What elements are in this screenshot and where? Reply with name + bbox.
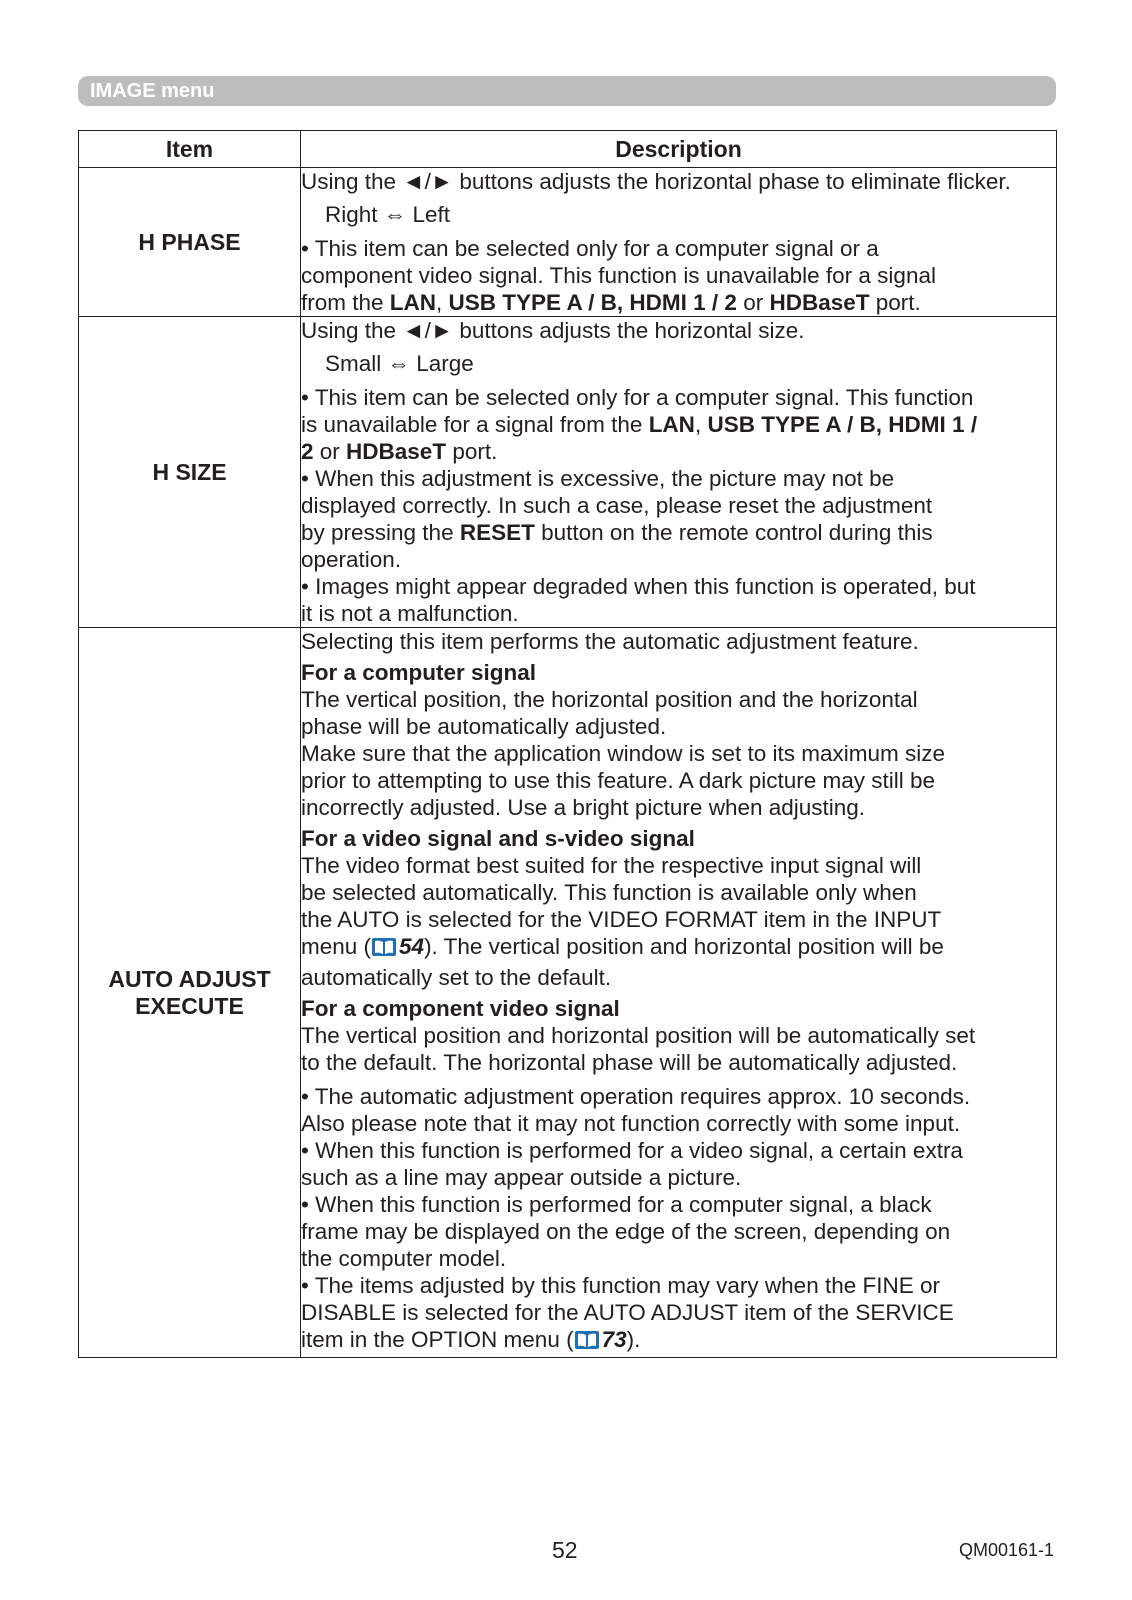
desc-line: such as a line may appear outside a picture. bbox=[301, 1165, 742, 1190]
desc-line: component video signal. This function is unavailable for a signal bbox=[301, 263, 936, 288]
desc-line: frame may be displayed on the edge of the screen, depending on bbox=[301, 1219, 951, 1244]
desc-line: • This item can be selected only for a computer signal. This function bbox=[301, 385, 974, 410]
item-label: H PHASE bbox=[138, 228, 241, 255]
desc-line: operation. bbox=[301, 547, 402, 572]
desc-line: prior to attempting to use this feature. A dark picture may still be bbox=[301, 768, 936, 793]
desc-line: Also please note that it may not function correctly with some input. bbox=[301, 1111, 961, 1136]
item-h-phase bbox=[79, 168, 301, 317]
desc-line: DISABLE is selected for the AUTO ADJUST item of the SERVICE bbox=[301, 1300, 954, 1325]
desc-line: it is not a malfunction. bbox=[301, 601, 519, 626]
description-h-phase bbox=[301, 168, 1057, 317]
desc-line: Using the ◄/► buttons adjusts the horizontal phase to eliminate flicker. bbox=[301, 169, 1011, 194]
desc-line: to the default. The horizontal phase will be automatically adjusted. bbox=[301, 1050, 958, 1075]
item-label: H SIZE bbox=[152, 458, 227, 485]
desc-line: be selected automatically. This function is available only when bbox=[301, 880, 917, 905]
item-label: EXECUTE bbox=[135, 992, 244, 1019]
desc-line: automatically set to the default. bbox=[301, 965, 612, 990]
table-row-h-size bbox=[79, 317, 1057, 628]
desc-line: the AUTO is selected for the VIDEO FORMAT item in the INPUT bbox=[301, 907, 942, 932]
desc-line: • When this adjustment is excessive, the picture may not be bbox=[301, 466, 895, 491]
item-h-size bbox=[79, 317, 301, 628]
book-icon bbox=[371, 936, 397, 964]
desc-line: Selecting this item performs the automatic adjustment feature. bbox=[301, 629, 919, 654]
desc-line: from the LAN, USB TYPE A / B, HDMI 1 / 2 or HDBaseT port. bbox=[301, 290, 921, 315]
item-auto-adjust-execute bbox=[79, 628, 301, 1358]
desc-line: • When this function is performed for a computer signal, a black bbox=[301, 1192, 932, 1217]
desc-line: The vertical position and horizontal position will be automatically set bbox=[301, 1023, 976, 1048]
desc-line: • This item can be selected only for a computer signal or a bbox=[301, 236, 879, 261]
desc-line: The vertical position, the horizontal position and the horizontal bbox=[301, 687, 918, 712]
desc-line: Small ⇔ Large bbox=[325, 351, 474, 376]
page-number: 52 bbox=[552, 1537, 578, 1563]
desc-line: Right ⇔ Left bbox=[325, 202, 451, 227]
page-reference-link[interactable]: 54 bbox=[399, 934, 425, 959]
desc-line: menu ( 54). The vertical position and horizontal position will be bbox=[301, 933, 1056, 964]
book-icon bbox=[574, 1329, 600, 1357]
menu-title-bar bbox=[78, 76, 1056, 106]
column-header-item: Item bbox=[79, 131, 301, 168]
desc-line: is unavailable for a signal from the LAN, USB TYPE A / B, HDMI 1 / bbox=[301, 412, 978, 437]
column-header-description: Description bbox=[301, 131, 1057, 168]
menu-title: IMAGE menu bbox=[90, 80, 215, 102]
desc-line: by pressing the RESET button on the remote control during this bbox=[301, 520, 933, 545]
desc-line: • The items adjusted by this function may vary when the FINE or bbox=[301, 1273, 940, 1298]
subheading-component-signal: For a component video signal bbox=[301, 996, 620, 1021]
document-code: QM00161-1 bbox=[959, 1540, 1055, 1560]
desc-line: Using the ◄/► buttons adjusts the horizontal size. bbox=[301, 318, 805, 343]
desc-line: • Images might appear degraded when this function is operated, but bbox=[301, 574, 976, 599]
desc-line: • When this function is performed for a video signal, a certain extra bbox=[301, 1138, 963, 1163]
desc-line: the computer model. bbox=[301, 1246, 507, 1271]
desc-line: incorrectly adjusted. Use a bright picture when adjusting. bbox=[301, 795, 866, 820]
image-menu-table bbox=[78, 130, 1057, 1358]
description-h-size bbox=[301, 317, 1057, 628]
desc-line: The video format best suited for the respective input signal will bbox=[301, 853, 922, 878]
description-auto-adjust-execute bbox=[301, 628, 1057, 1358]
subheading-computer-signal: For a computer signal bbox=[301, 660, 537, 685]
table-row-auto-adjust-execute bbox=[79, 628, 1057, 1358]
table-row-h-phase bbox=[79, 168, 1057, 317]
page-reference-link[interactable]: 73 bbox=[601, 1327, 627, 1352]
desc-line: displayed correctly. In such a case, please reset the adjustment bbox=[301, 493, 933, 518]
item-label: AUTO ADJUST bbox=[108, 965, 271, 992]
desc-line: 2 or HDBaseT port. bbox=[301, 439, 498, 464]
table-header-row bbox=[79, 131, 1057, 168]
desc-line: phase will be automatically adjusted. bbox=[301, 714, 667, 739]
subheading-video-signal: For a video signal and s-video signal bbox=[301, 826, 695, 851]
desc-line: • The automatic adjustment operation requires approx. 10 seconds. bbox=[301, 1084, 971, 1109]
desc-line: item in the OPTION menu ( 73). bbox=[301, 1326, 1056, 1357]
desc-line: Make sure that the application window is set to its maximum size bbox=[301, 741, 946, 766]
